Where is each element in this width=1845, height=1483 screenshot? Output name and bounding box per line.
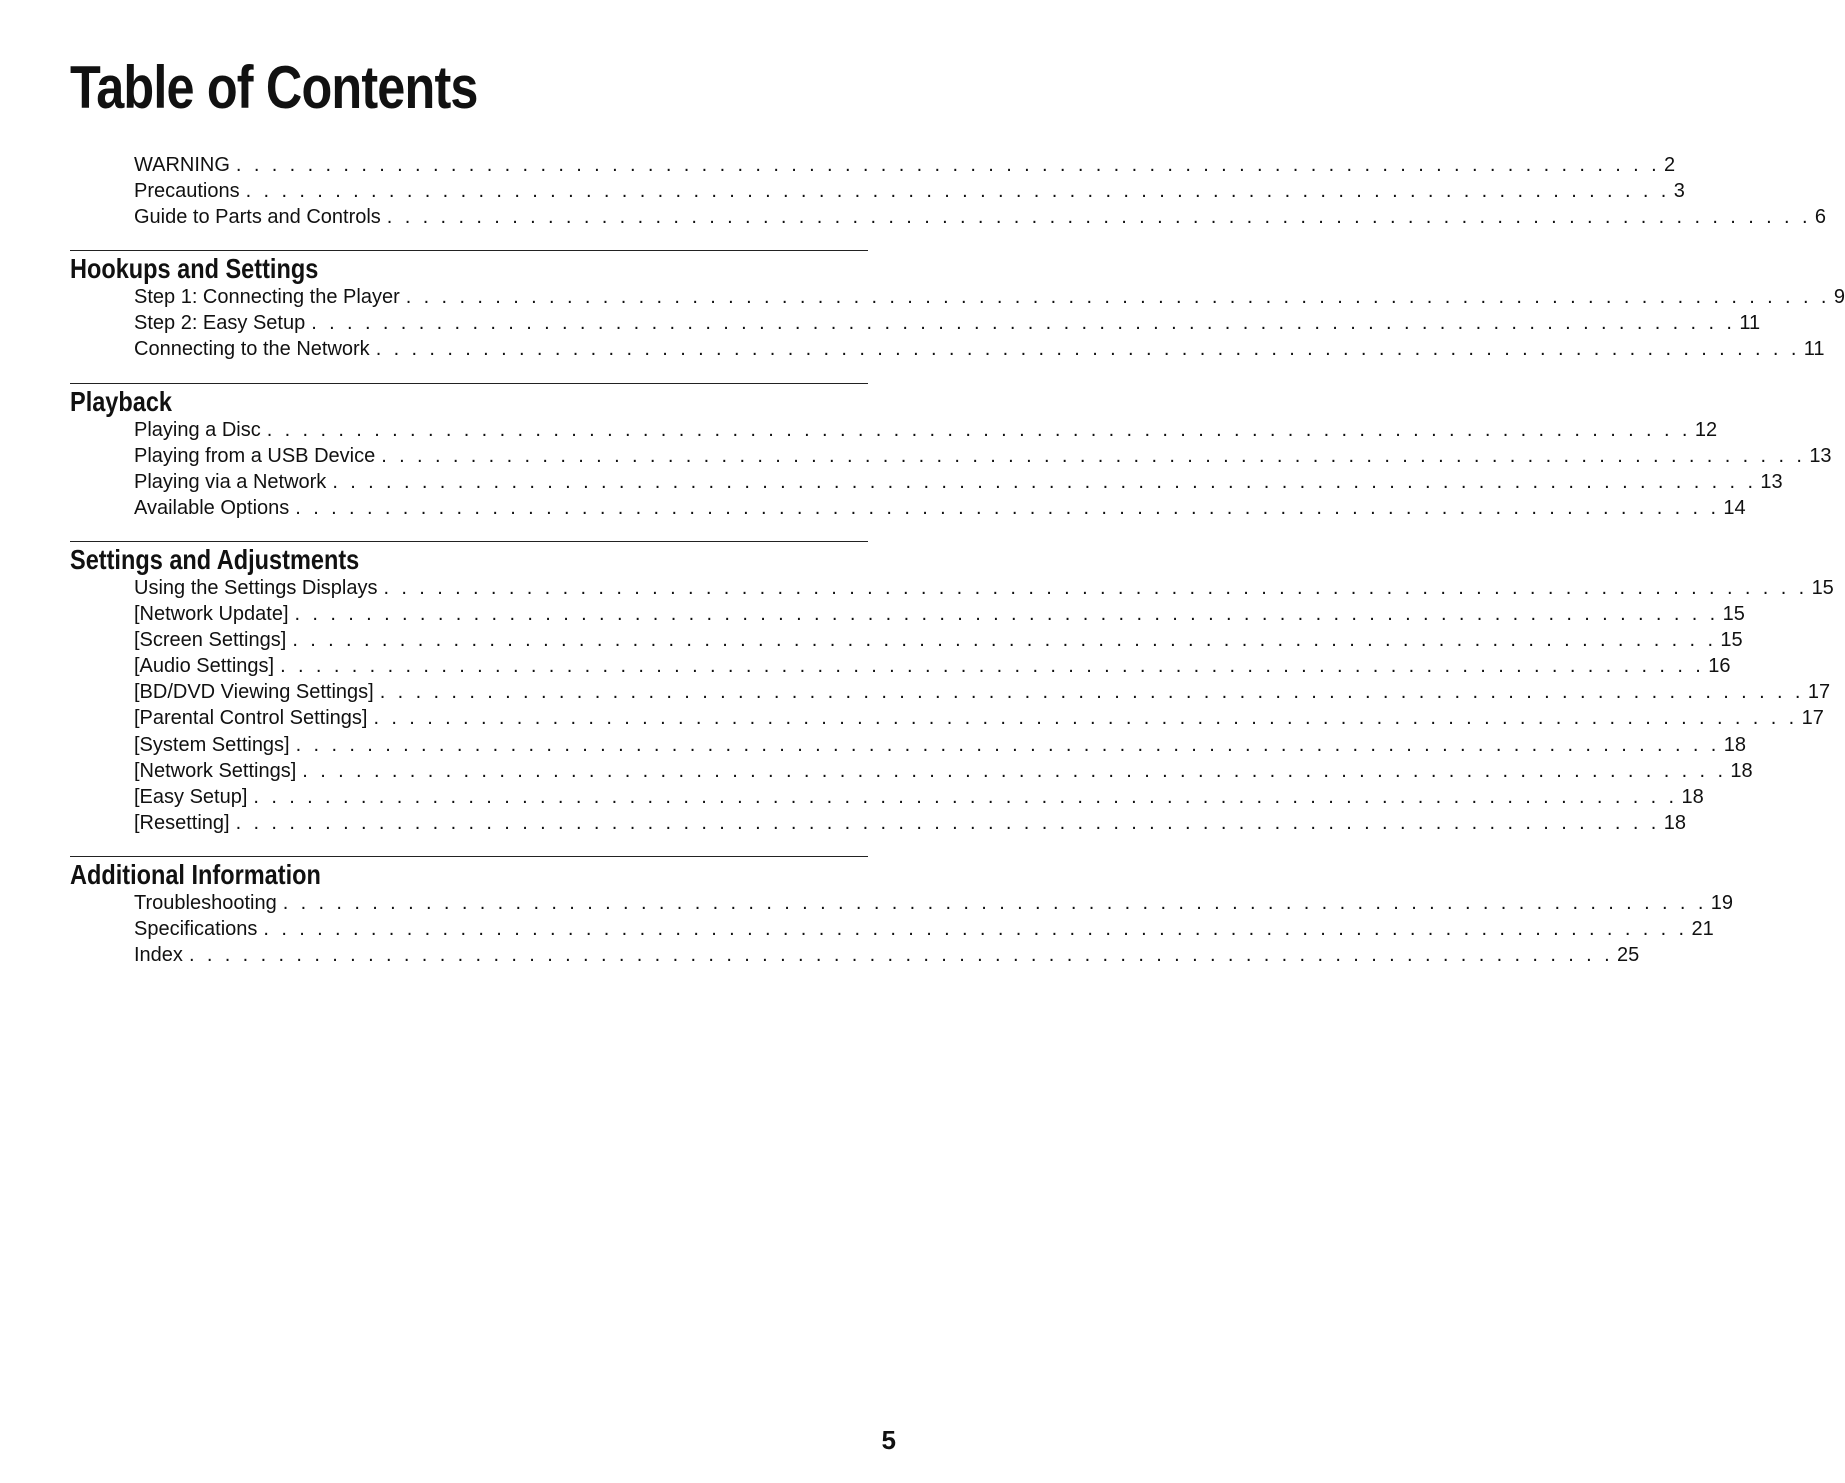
dot-leader: . . . . . . . . . . . . . . . . . . . . . . . . . . . . . . . . . . . . . . . . . . . . . . . . . . . . . . . . . . . . . . . . . . . . . . . . . . . . . . . . [302,759,1727,782]
toc-entry-title: Step 1: Connecting the Player [134,286,400,309]
dot-leader: . . . . . . . . . . . . . . . . . . . . . . . . . . . . . . . . . . . . . . . . . . . . . . . . . . . . . . . . . . . . . . . . . . . . . . . . . . . . . . . . [282,891,1707,914]
toc-entry[interactable] [134,152,1676,178]
toc-entry-title: Index [134,944,183,967]
toc-section-settings [70,541,1834,836]
toc-entry[interactable] [134,178,1685,204]
toc-entry[interactable] [134,916,1714,942]
dot-leader: . . . . . . . . . . . . . . . . . . . . . . . . . . . . . . . . . . . . . . . . . . . . . . . . . . . . . . . . . . . . . . . . . . . . . . . . . . . . . . . . [266,418,1691,441]
toc-entry-page: 12 [1694,418,1718,441]
dot-leader: . . . . . . . . . . . . . . . . . . . . . . . . . . . . . . . . . . . . . . . . . . . . . . . . . . . . . . . . . . . . . . . . . . . . . . . . . . . . . . . . [253,785,1678,808]
toc-entry-page: 9 [1833,286,1845,309]
dot-leader: . . . . . . . . . . . . . . . . . . . . . . . . . . . . . . . . . . . . . . . . . . . . . . . . . . . . . . . . . . . . . . . . . . . . . . . . . . . . . . . . [263,917,1688,940]
toc-entry[interactable] [134,310,1761,336]
toc-entry[interactable] [134,653,1731,679]
toc-entry-title: Precautions [134,180,240,203]
dot-leader: . . . . . . . . . . . . . . . . . . . . . . . . . . . . . . . . . . . . . . . . . . . . . . . . . . . . . . . . . . . . . . . . . . . . . . . . . . . . . . . . [294,603,1719,626]
toc-entry[interactable] [134,204,1827,230]
table-of-contents [0,152,1845,968]
toc-entry-title: Troubleshooting [134,891,277,914]
dot-leader: . . . . . . . . . . . . . . . . . . . . . . . . . . . . . . . . . . . . . . . . . . . . . . . . . . . . . . . . . . . . . . . . . . . . . . . . . . . . . . . . [235,154,1661,176]
dot-leader: . . . . . . . . . . . . . . . . . . . . . . . . . . . . . . . . . . . . . . . . . . . . . . . . . . . . . . . . . . . . . . . . . . . . . . . . . . . . . . . . [292,629,1717,652]
section-heading: Hookups and Settings [70,253,319,285]
toc-entry-title: [Screen Settings] [134,629,287,652]
toc-entry-title: WARNING [134,154,230,176]
toc-entry-page: 18 [1730,759,1753,782]
toc-entry-title: [System Settings] [134,733,290,756]
toc-entry-page: 16 [1708,655,1731,678]
toc-entry[interactable] [134,443,1832,469]
page-number: 5 [881,1425,896,1455]
toc-entry-page: 19 [1710,891,1734,914]
toc-entry-title: Playing via a Network [134,470,327,493]
section-heading: Additional Information [70,858,321,890]
toc-entry[interactable] [134,890,1734,916]
toc-entry-title: Playing from a USB Device [134,444,376,467]
toc-entry[interactable] [134,732,1746,758]
toc-entry-title: Connecting to the Network [134,338,370,361]
toc-entry[interactable] [134,627,1743,653]
toc-entry-page: 18 [1723,733,1746,756]
toc-entry[interactable] [134,784,1704,810]
dot-leader: . . . . . . . . . . . . . . . . . . . . . . . . . . . . . . . . . . . . . . . . . . . . . . . . . . . . . . . . . . . . . . . . . . . . . . . . . . . . . . . . [386,206,1811,229]
toc-entry-page: 3 [1673,180,1685,203]
toc-entry-list [70,152,1827,230]
page-title: Table of Contents [70,54,478,121]
toc-entry-title: [Resetting] [134,811,230,834]
toc-entry-title: Step 2: Easy Setup [134,312,306,335]
toc-entry-page: 18 [1663,811,1686,834]
dot-leader: . . . . . . . . . . . . . . . . . . . . . . . . . . . . . . . . . . . . . . . . . . . . . . . . . . . . . . . . . . . . . . . . . . . . . . . . . . . . . . . . [295,733,1720,756]
toc-entry[interactable] [134,417,1718,443]
toc-entry-list [70,890,1734,968]
toc-entry[interactable] [134,495,1746,521]
dot-leader: . . . . . . . . . . . . . . . . . . . . . . . . . . . . . . . . . . . . . . . . . . . . . . . . . . . . . . . . . . . . . . . . . . . . . . . . . . . . . . . . [311,312,1736,335]
dot-leader: . . . . . . . . . . . . . . . . . . . . . . . . . . . . . . . . . . . . . . . . . . . . . . . . . . . . . . . . . . . . . . . . . . . . . . . . . . . . . . . . [295,496,1720,519]
toc-entry-page: 21 [1691,917,1714,940]
toc-entry-title: Specifications [134,917,258,940]
toc-entry-title: [Parental Control Settings] [134,707,368,730]
toc-entry-page: 11 [1803,338,1825,361]
toc-entry-page: 17 [1801,707,1824,730]
dot-leader: . . . . . . . . . . . . . . . . . . . . . . . . . . . . . . . . . . . . . . . . . . . . . . . . . . . . . . . . . . . . . . . . . . . . . . . . . . . . . . . . [379,681,1804,704]
dot-leader: . . . . . . . . . . . . . . . . . . . . . . . . . . . . . . . . . . . . . . . . . . . . . . . . . . . . . . . . . . . . . . . . . . . . . . . . . . . . . . . . [405,286,1830,309]
toc-entry-list [70,575,1834,836]
toc-entry-page: 15 [1811,576,1834,599]
toc-entry[interactable] [134,942,1640,968]
dot-leader: . . . . . . . . . . . . . . . . . . . . . . . . . . . . . . . . . . . . . . . . . . . . . . . . . . . . . . . . . . . . . . . . . . . . . . . . . . . . . . . . [383,576,1808,599]
section-heading: Settings and Adjustments [70,543,360,575]
toc-entry-list [70,284,1845,362]
toc-entry-page: 25 [1617,944,1640,967]
toc-entry-title: Available Options [134,496,290,519]
toc-entry-page: 17 [1807,681,1831,704]
toc-entry[interactable] [134,810,1686,836]
dot-leader: . . . . . . . . . . . . . . . . . . . . . . . . . . . . . . . . . . . . . . . . . . . . . . . . . . . . . . . . . . . . . . . . . . . . . . . . . . . . . . . . [375,338,1800,361]
toc-entry-page: 15 [1722,603,1745,626]
toc-entry[interactable] [134,284,1845,310]
toc-entry-title: [BD/DVD Viewing Settings] [134,681,374,704]
toc-entry-page: 15 [1720,629,1743,652]
toc-entry-title: Guide to Parts and Controls [134,206,381,229]
toc-entry-page: 2 [1664,154,1676,176]
dot-leader: . . . . . . . . . . . . . . . . . . . . . . . . . . . . . . . . . . . . . . . . . . . . . . . . . . . . . . . . . . . . . . . . . . . . . . . . . . . . . . . . [332,470,1757,493]
toc-section-playback [70,383,1832,521]
toc-entry-title: Playing a Disc [134,418,261,441]
toc-entry-title: [Network Settings] [134,759,297,782]
toc-entry-page: 13 [1760,470,1783,493]
toc-section-intro [70,152,1827,230]
toc-section-hookups [70,250,1845,362]
section-heading: Playback [70,385,172,417]
toc-entry-title: [Easy Setup] [134,785,248,808]
toc-entry-page: 6 [1814,206,1827,229]
toc-entry-page: 18 [1681,785,1704,808]
toc-entry[interactable] [134,705,1824,731]
toc-entry-title: [Network Update] [134,603,289,626]
toc-entry-title: [Audio Settings] [134,655,275,678]
dot-leader: . . . . . . . . . . . . . . . . . . . . . . . . . . . . . . . . . . . . . . . . . . . . . . . . . . . . . . . . . . . . . . . . . . . . . . . . . . . . . . . . [188,944,1614,967]
dot-leader: . . . . . . . . . . . . . . . . . . . . . . . . . . . . . . . . . . . . . . . . . . . . . . . . . . . . . . . . . . . . . . . . . . . . . . . . . . . . . . . . [381,444,1806,467]
dot-leader: . . . . . . . . . . . . . . . . . . . . . . . . . . . . . . . . . . . . . . . . . . . . . . . . . . . . . . . . . . . . . . . . . . . . . . . . . . . . . . . . [373,707,1798,730]
toc-entry-page: 13 [1809,444,1832,467]
toc-entry-list [70,417,1832,521]
dot-leader: . . . . . . . . . . . . . . . . . . . . . . . . . . . . . . . . . . . . . . . . . . . . . . . . . . . . . . . . . . . . . . . . . . . . . . . . . . . . . . . . [280,655,1705,678]
toc-entry[interactable] [134,601,1745,627]
toc-section-additional [70,856,1734,968]
dot-leader: . . . . . . . . . . . . . . . . . . . . . . . . . . . . . . . . . . . . . . . . . . . . . . . . . . . . . . . . . . . . . . . . . . . . . . . . . . . . . . . . [245,180,1670,203]
toc-entry[interactable] [134,336,1825,362]
toc-entry[interactable] [134,575,1834,601]
dot-leader: . . . . . . . . . . . . . . . . . . . . . . . . . . . . . . . . . . . . . . . . . . . . . . . . . . . . . . . . . . . . . . . . . . . . . . . . . . . . . . . . [235,811,1660,834]
toc-entry-page: 11 [1739,312,1761,335]
toc-entry[interactable] [134,758,1753,784]
toc-entry-title: Using the Settings Displays [134,576,378,599]
toc-entry-page: 14 [1723,496,1746,519]
toc-entry[interactable] [134,679,1831,705]
toc-entry[interactable] [134,469,1783,495]
